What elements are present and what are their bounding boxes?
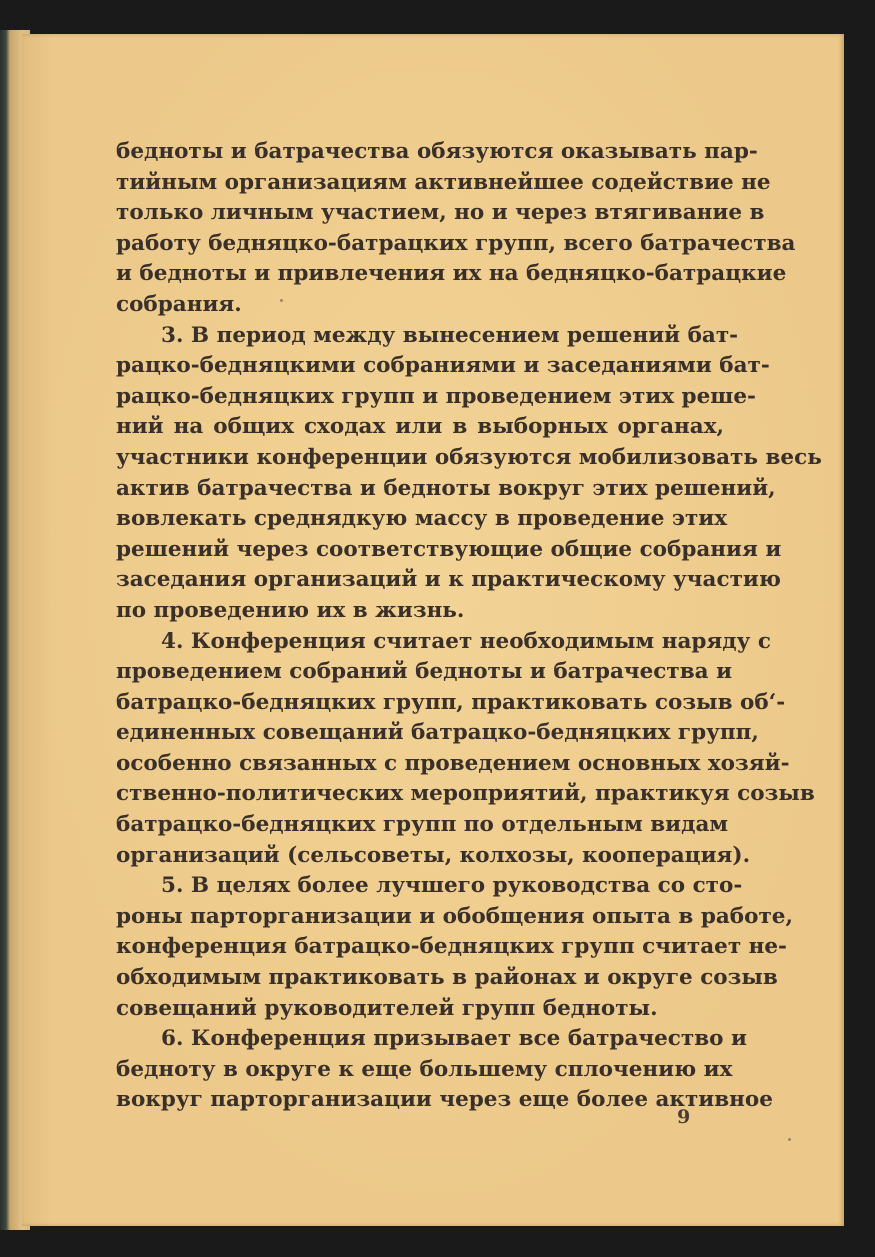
body-text [116, 137, 822, 1116]
text-line: вокруг парторганизации через еще более активное [116, 1087, 773, 1113]
text-line: участники конференции обязуются мобилизовать весь [116, 444, 822, 470]
text-line: конференция батрацко-бедняцких групп считает не- [116, 934, 787, 960]
text-line: проведением собраний бедноты и батрачества и [116, 659, 733, 685]
text-line: работу бедняцко-батрацких групп, всего батрачества [116, 230, 796, 256]
paragraph-5-start: 5. В целях более лучшего руководства со сто- [161, 873, 743, 899]
text-line: обходимым практиковать в районах и округе созыв [116, 965, 778, 991]
text-line: актив батрачества и бедноты вокруг этих решений, [116, 475, 776, 501]
paper-speck [788, 1138, 791, 1141]
paragraph-3-start: 3. В период между вынесением решений бат- [161, 322, 739, 348]
text-line: и бедноты и привлечения их на бедняцко-батрацкие [116, 261, 787, 287]
text-line: совещаний руководителей групп бедноты. [116, 995, 658, 1021]
text-line: роны парторганизации и обобщения опыта в работе, [116, 903, 793, 929]
text-line: рацко-бедняцких групп и проведением этих реше- [116, 383, 756, 409]
text-line: батрацко-бедняцких групп по отдельным видам [116, 812, 729, 838]
text-line: ний на общих сходах или в выборных органах, [116, 414, 724, 440]
text-line: ственно-политических мероприятий, практикуя созыв [116, 781, 815, 807]
paragraph-6-start: 6. Конференция призывает все батрачество и [161, 1026, 747, 1052]
text-line: собрания. [116, 291, 242, 317]
text-line: заседания организаций и к практическому участию [116, 567, 781, 593]
text-line: только личным участием, но и через втягивание в [116, 200, 765, 226]
page-number: 9 [677, 1106, 691, 1128]
text-line: особенно связанных с проведением основных хозяй- [116, 750, 790, 776]
text-line: решений через соответствующие общие собрания и [116, 536, 782, 562]
text-line: батрацко-бедняцких групп, практиковать созыв об‘- [116, 689, 786, 715]
text-line: организаций (сельсоветы, колхозы, кооперация). [116, 842, 751, 868]
paragraph-4-start: 4. Конференция считает необходимым наряду с [161, 628, 771, 654]
text-line: тийным организациям активнейшее содействие не [116, 169, 771, 195]
text-line: по проведению их в жизнь. [116, 597, 465, 623]
text-line: бедноты и батрачества обязуются оказывать пар- [116, 139, 758, 164]
text-line: единенных совещаний батрацко-бедняцких групп, [116, 720, 759, 746]
text-line: рацко-бедняцкими собраниями и заседаниями бат- [116, 353, 770, 379]
text-line: вовлекать среднядкую массу в проведение этих [116, 506, 728, 532]
text-line: бедноту в округе к еще большему сплочению их [116, 1056, 733, 1082]
